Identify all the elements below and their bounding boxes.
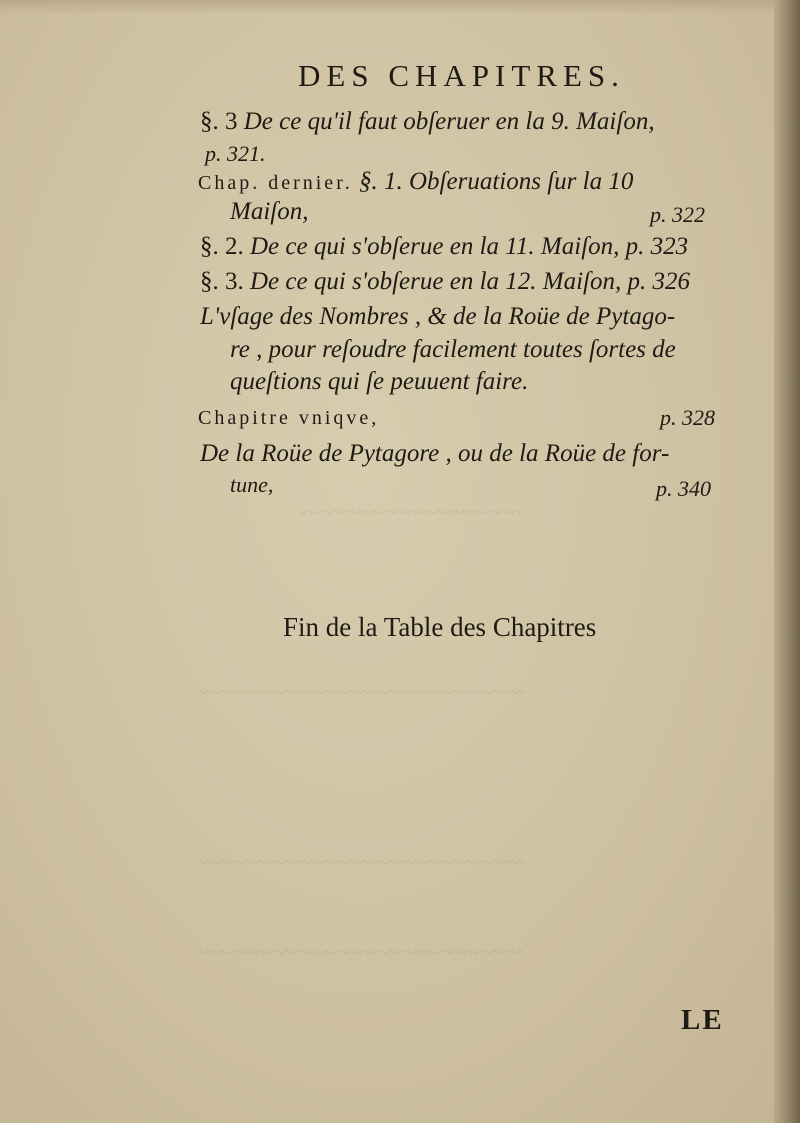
entry-continuation: tune, (230, 472, 274, 497)
page-ref: p. 322 (650, 202, 705, 227)
entry-title: De ce qui s'obſerue en la 12. Maiſon, (250, 268, 622, 295)
entry-title: De ce qui s'obſerue en la 11. Maiſon, (250, 233, 620, 260)
page-gutter-shadow (774, 0, 800, 1123)
page-ref: p. 321. (205, 141, 266, 166)
toc-entry: L'vſage des Nombres , & de la Roüe de Pytago- (200, 303, 676, 330)
section-number: §. 3. (200, 268, 244, 295)
closing-line: Fin de la Table des Chapitres (283, 612, 597, 642)
toc-entry (200, 108, 655, 136)
entry-continuation: re , pour reſoudre facilement toutes ſortes de (230, 336, 676, 363)
entry-continuation: queſtions qui ſe peuuent faire. (230, 368, 529, 395)
toc-entry (198, 403, 379, 431)
toc-entry (200, 233, 688, 261)
chapter-label: Chap. dernier. (198, 172, 353, 194)
page-ref: p. 323 (625, 233, 689, 260)
bleed-through-text: ~~~~~~~~~~~~~~~~~~~~~~~~~ (200, 940, 525, 966)
page-ref: p. 326 (627, 268, 690, 295)
section-number: §. 2. (200, 233, 244, 260)
chapter-label: Chapitre vniqve, (198, 407, 380, 429)
entry-continuation: Maiſon, (230, 198, 309, 225)
bleed-through-text: ~~~~~~~~~~~~~~~~~~~~~~~~~ (200, 680, 525, 706)
running-header: DES CHAPITRES. (298, 58, 625, 93)
section-number: §. 3 (200, 108, 238, 135)
toc-entry (198, 168, 633, 196)
bleed-through-text: ~~~~~~~~~~~~~~~~~ (300, 500, 521, 526)
bleed-through-text: ~~~~~~~~~~~~~~~~~~~~~~~~~ (200, 850, 525, 876)
toc-entry: De la Roüe de Pytagore , ou de la Roüe de for- (200, 440, 670, 467)
page-ref: p. 328 (660, 405, 715, 430)
entry-title: §. 1. Obſeruations ſur la 10 (359, 168, 634, 195)
catchword: LE (681, 1004, 724, 1036)
page-top-edge (0, 0, 800, 14)
toc-entry (200, 268, 690, 296)
entry-title: De ce qu'il faut obſeruer en la 9. Maiſon, (243, 108, 655, 135)
page-ref: p. 340 (656, 476, 711, 501)
